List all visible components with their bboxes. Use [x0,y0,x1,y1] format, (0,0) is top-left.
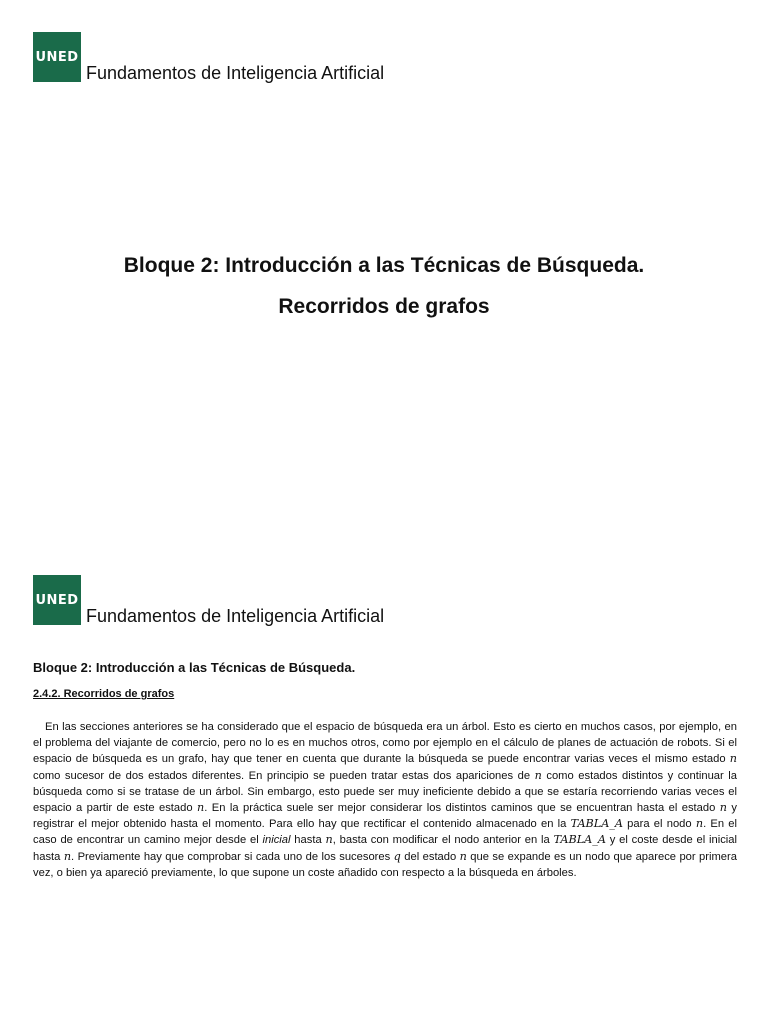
course-title: Fundamentos de Inteligencia Artificial [86,63,385,83]
section-heading: 2.4.2. Recorridos de grafos [33,688,175,700]
italic-word: inicial [262,834,291,847]
math-var: n [325,833,333,847]
uned-logo: UNED [33,575,81,625]
math-var: n [534,768,542,782]
math-table: TABLA_A [570,817,623,831]
math-var: n [695,817,704,831]
cover-title-line2: Recorridos de grafos [278,295,490,318]
block-heading: Bloque 2: Introducción a las Técnicas de Búsqueda. [33,660,356,675]
course-title: Fundamentos de Inteligencia Artificial [86,606,385,626]
math-var: n [63,849,72,863]
math-var: n [729,752,737,766]
math-var: n [459,849,467,863]
page-header-content [33,575,384,625]
uned-logo: UNED [33,32,81,82]
cover-title-line1: Bloque 2: Introducción a las Técnicas de Búsqueda. [123,254,645,277]
math-var: q [393,849,401,863]
math-var: n [719,801,727,815]
page-header-top [33,32,384,82]
body-paragraph: En las secciones anteriores se ha considerado que el espacio de búsqueda era un árbol. Esto es cierto en muchos casos, por ejemplo, en el problema del viajante de comercio, pero no lo es en muchos otros, como por ejemplo en el cálculo de planes de actuación de robots. Si el espacio de búsqueda es un grafo, hay que tener en cuenta que durante la búsqueda se puede encontrar varias veces el mismo estado n como sucesor de dos estados diferentes. En principio se pueden tratar estas dos apariciones de n como estados distintos y continuar la búsqueda como si se tratase de un árbol. Sin embargo, esto puede ser muy ineficiente debido a que se estaría recorriendo varias veces el espacio a partir de este estado n. En la práctica suele ser mejor considerar los distintos caminos que se encuentran hasta el estado n y registrar el mejor obtenido hasta el momento. Para ello hay que rectificar el contenido almacenado en la TABLA_A para el nodo n. En el caso de encontrar un camino mejor desde el inicial hasta n, basta con modificar el nodo anterior en la TABLA_A y el coste desde el inicial hasta n. Previamente hay que comprobar si cada uno de los sucesores q del estado n que se expande es un nodo que aparece por primera vez, o bien ya apareció previamente, lo que supone un coste añadido con respecto a la búsqueda en árboles. [33,721,738,879]
math-table: TABLA_A [553,833,606,847]
math-var: n [197,801,205,815]
